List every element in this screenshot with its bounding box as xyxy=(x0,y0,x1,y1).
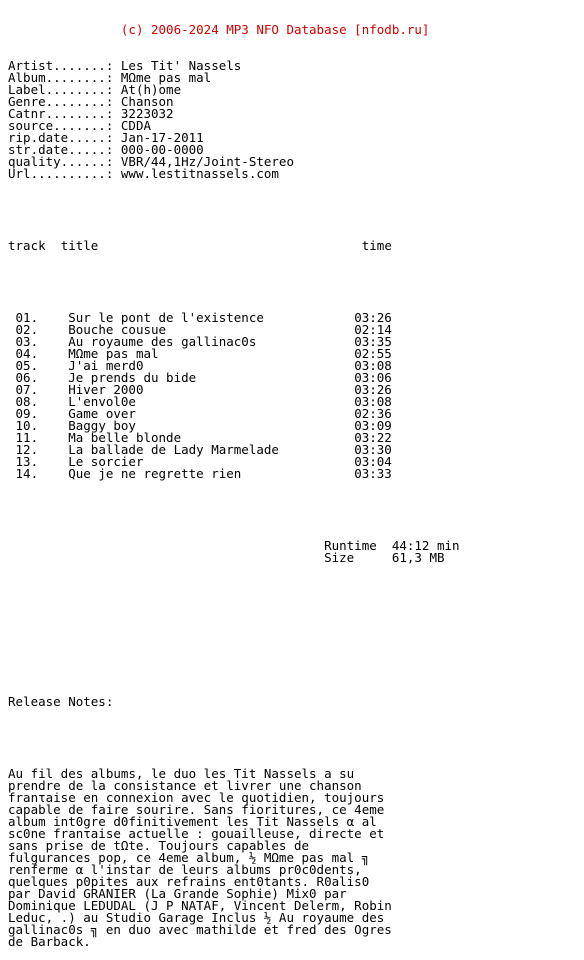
track-number: 08. xyxy=(15,394,39,409)
release-notes-line: sc0ne franτaise actuelle : gouailleuse, directe et xyxy=(8,826,385,841)
metadata-value: Jan-17-2011 xyxy=(120,130,204,145)
track-title: Que je ne regrette rien xyxy=(68,466,242,481)
metadata-row xyxy=(8,168,576,180)
release-notes-line: renferme α l'instar de leurs albums pr0c0dents, xyxy=(8,862,362,877)
track-title: Hiver 2000 xyxy=(68,382,144,397)
track-number: 07. xyxy=(15,382,39,397)
release-notes-line: gallinac0s ╗ en duo avec mathilde et fred des Ogres xyxy=(8,922,392,937)
summary-block xyxy=(8,540,576,564)
release-notes-line: fulgurances pop, ce 4eme album, ½ MΩme pas mal ╗ xyxy=(8,850,370,865)
release-notes-heading: Release Notes: xyxy=(8,694,114,709)
summary-label: Size xyxy=(324,550,355,565)
metadata-label: Album........: xyxy=(8,70,114,85)
track-indent xyxy=(8,466,16,481)
summary-indent xyxy=(8,550,324,565)
metadata-value: CDDA xyxy=(120,118,151,133)
track-time: 03:22 xyxy=(354,430,392,445)
summary-value: 61,3 MB xyxy=(391,550,445,565)
metadata-label: rip.date.....: xyxy=(8,130,114,145)
track-time: 03:06 xyxy=(354,370,392,385)
track-title: Le sorcier xyxy=(68,454,144,469)
track-title: Ma belle blonde xyxy=(68,430,182,445)
track-time: 03:26 xyxy=(354,310,392,325)
track-title: MΩme pas mal xyxy=(68,346,159,361)
spacer xyxy=(8,732,576,744)
spacer xyxy=(8,276,576,288)
release-notes-line: Dominique LEDUDAL (J P NATAF, Vincent Delerm, Robin xyxy=(8,898,392,913)
track-gap xyxy=(38,466,68,481)
metadata-label: Catnr........: xyxy=(8,106,114,121)
track-time: 02:36 xyxy=(354,406,392,421)
release-notes-line: quelques p0pites aux refrains ent0tants. R0alis0 xyxy=(8,874,370,889)
summary-label: Runtime xyxy=(324,538,377,553)
release-notes xyxy=(8,768,576,948)
release-notes-line: album int0gre d0finitivement les Tit Nassels α al xyxy=(8,814,377,829)
column-title: title xyxy=(60,238,99,253)
track-time: 02:14 xyxy=(354,322,392,337)
release-notes-line: franτaise en connexion avec le quotidien, toujours xyxy=(8,790,385,805)
track-time: 03:35 xyxy=(354,334,392,349)
track-time: 02:55 xyxy=(354,346,392,361)
tracklist-header xyxy=(8,240,576,252)
track-number: 10. xyxy=(15,418,39,433)
release-notes-line: Leduc, .) au Studio Garage Inclus ½ Au royaume des xyxy=(8,910,385,925)
nfo-document xyxy=(8,0,576,960)
track-time: 03:04 xyxy=(354,454,392,469)
nfo-header xyxy=(8,24,576,36)
metadata-label: Artist.......: xyxy=(8,58,114,73)
metadata-value: www.lestitnassels.com xyxy=(120,166,279,181)
metadata-value: 3223032 xyxy=(120,106,174,121)
spacer xyxy=(8,504,576,516)
metadata-value: 000-00-0000 xyxy=(120,142,204,157)
track-time: 03:08 xyxy=(354,394,392,409)
track-title: J'ai merd0 xyxy=(68,358,144,373)
release-notes-line: par David GRANIER (La Grande Sophie) Mix0 par xyxy=(8,886,347,901)
track-title: Je prends du bide xyxy=(68,370,197,385)
header-gap-2 xyxy=(98,238,361,253)
metadata-label: quality......: xyxy=(8,154,114,169)
track-title: Bouche cousue xyxy=(68,322,167,337)
metadata-label: Genre........: xyxy=(8,94,114,109)
metadata-sep xyxy=(113,166,121,181)
track-number: 11. xyxy=(15,430,39,445)
metadata-block xyxy=(8,60,576,180)
track-number: 06. xyxy=(15,370,39,385)
release-notes-line: Au fil des albums, le duo les Tit Nassels a su xyxy=(8,766,355,781)
column-time: time xyxy=(361,238,392,253)
track-title: Game over xyxy=(68,406,136,421)
track-title: Au royaume des gallinac0s xyxy=(68,334,257,349)
metadata-value: VBR/44,1Hz/Joint-Stereo xyxy=(120,154,294,169)
summary-row xyxy=(8,552,576,564)
track-number: 13. xyxy=(15,454,39,469)
track-title: L'envol0e xyxy=(68,394,136,409)
track-number: 09. xyxy=(15,406,39,421)
release-notes-line: de Barback. xyxy=(8,934,91,949)
track-number: 01. xyxy=(15,310,39,325)
database-credit: (c) 2006-2024 MP3 NFO Database [nfodb.ru] xyxy=(120,22,430,37)
metadata-label: Url..........: xyxy=(8,166,114,181)
track-pad xyxy=(241,466,354,481)
track-row xyxy=(8,468,576,480)
track-time: 03:33 xyxy=(354,466,392,481)
track-title: Sur le pont de l'existence xyxy=(68,310,264,325)
track-number: 12. xyxy=(15,442,39,457)
track-time: 03:30 xyxy=(354,442,392,457)
summary-gap xyxy=(354,550,392,565)
track-number: 04. xyxy=(15,346,39,361)
track-time: 03:09 xyxy=(354,418,392,433)
metadata-label: Label........: xyxy=(8,82,114,97)
spacer xyxy=(8,588,576,600)
track-number: 05. xyxy=(15,358,39,373)
track-time: 03:08 xyxy=(354,358,392,373)
metadata-value: At(h)ome xyxy=(120,82,182,97)
header-spacer xyxy=(8,22,121,37)
metadata-value: Les Tit' Nassels xyxy=(120,58,242,73)
track-title: Baggy boy xyxy=(68,418,136,433)
metadata-label: source.......: xyxy=(8,118,114,133)
spacer xyxy=(8,204,576,216)
summary-value: 44:12 min xyxy=(391,538,460,553)
track-number: 14. xyxy=(15,466,39,481)
track-number: 03. xyxy=(15,334,39,349)
tracklist xyxy=(8,312,576,480)
column-track: track xyxy=(8,238,46,253)
header-gap-1 xyxy=(46,238,61,253)
release-notes-line: capable de faire sourire. Sans fioritures, ce 4eme xyxy=(8,802,385,817)
track-title: La ballade de Lady Marmelade xyxy=(68,442,279,457)
spacer xyxy=(8,660,576,672)
release-notes-line: prendre de la consistance et livrer une chanson xyxy=(8,778,362,793)
metadata-label: str.date.....: xyxy=(8,142,114,157)
metadata-value: Chanson xyxy=(120,94,174,109)
track-number: 02. xyxy=(15,322,39,337)
release-notes-line: sans prise de tΩte. Toujours capables de xyxy=(8,838,310,853)
track-time: 03:26 xyxy=(354,382,392,397)
metadata-value: MΩme pas mal xyxy=(120,70,212,85)
spacer xyxy=(8,624,576,636)
